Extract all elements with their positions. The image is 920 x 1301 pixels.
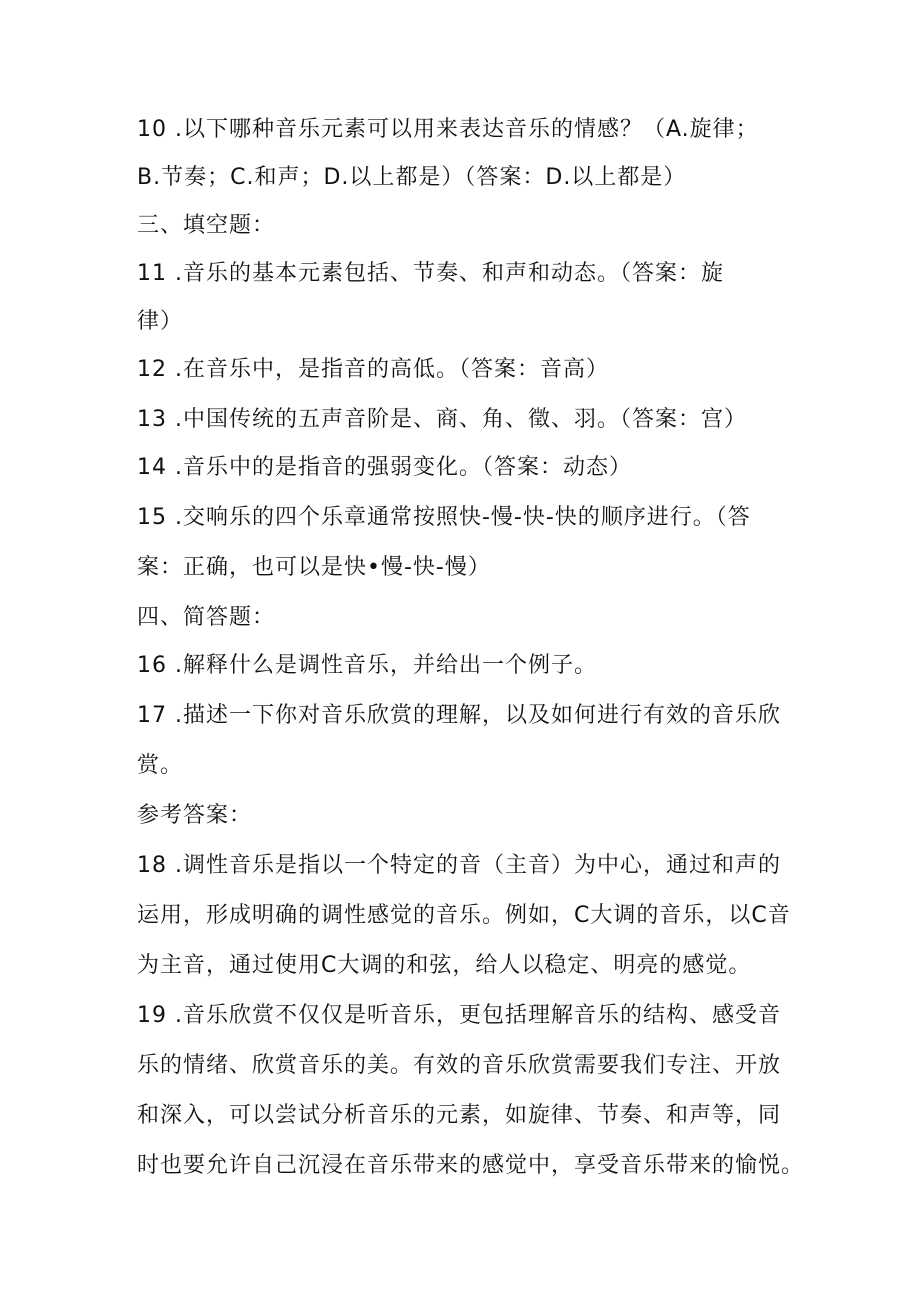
section-heading-short-answer: 四、简答题： [137,605,276,630]
question-12: 12 .在音乐中，是指音的高低。（答案：音高） [137,357,609,382]
question-17-line-2: 赏。 [137,753,184,778]
answer-18-line-1: 18 .调性音乐是指以一个特定的音（主音）为中心，通过和声的 [137,853,781,878]
question-10-line-1: 10 .以下哪种音乐元素可以用来表达音乐的情感？（A.旋律； [137,117,759,142]
question-13: 13 .中国传统的五声音阶是、商、角、徵、羽。（答案：宫） [137,407,747,432]
answer-19-line-3: 和深入，可以尝试分析音乐的元素，如旋律、节奏、和声等，同 [137,1103,782,1128]
answer-19-line-1: 19 .音乐欣赏不仅仅是听音乐，更包括理解音乐的结构、感受音 [137,1003,781,1028]
question-11-line-2: 律） [137,309,184,334]
section-heading-fill-in: 三、填空题： [137,213,276,238]
answer-19-line-2: 乐的情绪、欣赏音乐的美。有效的音乐欣赏需要我们专注、开放 [137,1053,782,1078]
question-16: 16 .解释什么是调性音乐，并给出一个例子。 [137,653,597,678]
question-11-line-1: 11 .音乐的基本元素包括、节奏、和声和动态。（答案：旋 [137,261,724,286]
question-17-line-1: 17 .描述一下你对音乐欣赏的理解，以及如何进行有效的音乐欣 [137,703,781,728]
answer-19-line-4: 时也要允许自己沉浸在音乐带来的感觉中，享受音乐带来的愉悦。 [137,1153,805,1178]
question-15-line-2: 案：正确，也可以是快•慢-快-慢） [137,555,491,580]
answer-18-line-2: 运用，形成明确的调性感觉的音乐。例如，C大调的音乐，以C音 [137,903,791,928]
section-heading-reference-answers: 参考答案： [137,803,253,828]
question-14: 14 .音乐中的是指音的强弱变化。（答案：动态） [137,455,632,480]
answer-18-line-3: 为主音，通过使用C大调的和弦，给人以稳定、明亮的感觉。 [137,953,752,978]
question-15-line-1: 15 .交响乐的四个乐章通常按照快-慢-快-快的顺序进行。（答 [137,505,751,530]
question-10-line-2: B.节奏；C.和声；D.以上都是）（答案：D.以上都是） [137,165,687,190]
